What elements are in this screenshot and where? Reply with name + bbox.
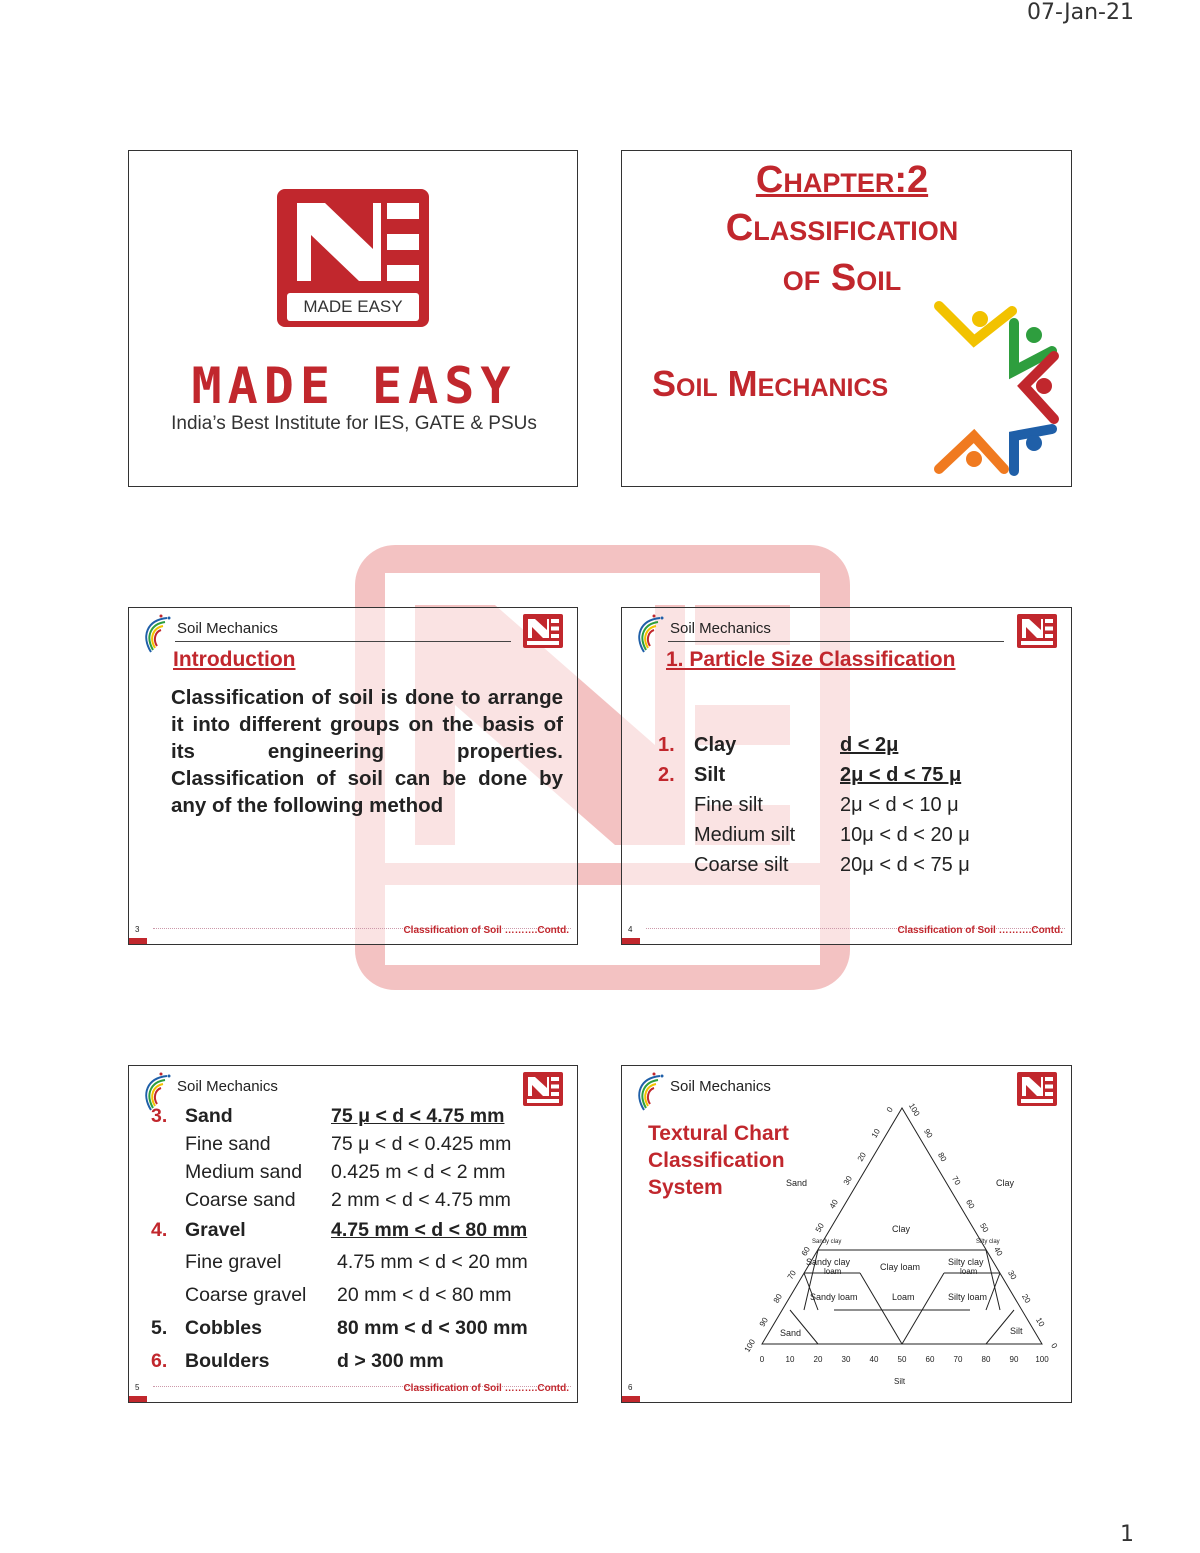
right-tick-label: 30 <box>1006 1268 1019 1282</box>
corner-label-clay: Clay <box>996 1178 1015 1188</box>
region-clay-loam: Clay loam <box>880 1262 921 1272</box>
bottom-tick-label: 0 <box>759 1355 765 1364</box>
region-sand: Sand <box>780 1328 802 1338</box>
row-number <box>658 850 694 880</box>
footer-accent-bar <box>622 938 640 944</box>
bottom-tick-label: 40 <box>869 1355 879 1364</box>
right-tick-label: 50 <box>978 1221 991 1234</box>
right-tick-label: 0 <box>1049 1341 1060 1350</box>
slide-4-particle-size <box>621 607 1072 945</box>
table-row <box>658 790 970 820</box>
bottom-tick-label: 50 <box>897 1355 907 1364</box>
title-line: System <box>648 1176 723 1199</box>
chapter-title-line1: Classification <box>725 207 959 249</box>
table-row <box>658 730 970 760</box>
made-easy-small-logo-icon <box>1017 614 1057 648</box>
slide-1-title <box>128 150 578 487</box>
left-tick-label: 70 <box>785 1268 798 1282</box>
region-silty-clay-loam: Silty clay <box>948 1257 984 1267</box>
soil-type: Coarse silt <box>694 853 789 876</box>
region-sandy-clay: Sandy clay <box>812 1239 842 1245</box>
bottom-tick-label: 100 <box>1035 1355 1049 1364</box>
soil-type: Medium sand <box>185 1160 303 1183</box>
size-range: 75 μ < d < 0.425 mm <box>331 1132 512 1155</box>
table-row <box>151 1279 528 1312</box>
size-range: 2 mm < d < 4.75 mm <box>331 1188 511 1211</box>
intro-paragraph: Classification of soil is done to arrange it into different groups on the basis of its engineering properties. Classification of soil can be done by any of the following method <box>171 686 563 817</box>
swirl-icon <box>137 612 173 656</box>
table-row <box>151 1186 528 1214</box>
footer-accent-bar <box>129 1396 147 1402</box>
brand-wordmark: MADE EASY <box>191 357 517 415</box>
size-range: 4.75 mm < d < 80 mm <box>331 1218 528 1241</box>
left-tick-label: 20 <box>855 1150 868 1164</box>
made-easy-small-logo-icon <box>523 1072 563 1106</box>
right-tick-label: 20 <box>1020 1292 1033 1305</box>
chapter-title-line2: of Soil <box>782 257 902 299</box>
right-tick-label: 100 <box>906 1101 922 1118</box>
bottom-tick-label: 30 <box>841 1355 851 1364</box>
table-row <box>658 850 970 880</box>
bottom-tick-label: 60 <box>925 1355 935 1364</box>
slide-number: 3 <box>135 925 140 934</box>
slide-heading: Introduction <box>173 648 296 671</box>
row-number <box>151 1279 185 1312</box>
left-tick-label: 90 <box>757 1316 770 1329</box>
left-tick-label: 10 <box>869 1127 882 1140</box>
slide-3-introduction <box>128 607 578 945</box>
table-row <box>151 1312 528 1345</box>
table-row <box>658 820 970 850</box>
size-range: 75 μ < d < 4.75 mm <box>331 1104 505 1127</box>
brand-tagline: India’s Best Institute for IES, GATE & PSUs <box>171 413 537 434</box>
region-silty-clay: Silty clay <box>976 1239 1000 1245</box>
table-row <box>151 1345 528 1378</box>
left-tick-label: 50 <box>813 1221 826 1234</box>
right-tick-label: 80 <box>936 1150 949 1164</box>
bottom-tick-label: 90 <box>1009 1355 1019 1364</box>
soil-type: Silt <box>694 763 726 786</box>
slide-number: 5 <box>135 1383 140 1392</box>
region-silty-loam: Silty loam <box>948 1292 988 1302</box>
axis-label-silt: Silt <box>894 1377 906 1386</box>
size-range: 2μ < d < 75 μ <box>840 763 962 786</box>
size-range: 80 mm < d < 300 mm <box>337 1317 528 1339</box>
size-range: 20 mm < d < 80 mm <box>337 1284 512 1306</box>
slide-header-title: Soil Mechanics <box>177 620 278 637</box>
size-range: d < 2μ <box>840 733 899 756</box>
soil-texture-triangle <box>734 1100 1064 1400</box>
row-number: 4. <box>151 1218 168 1241</box>
soil-type: Cobbles <box>185 1317 262 1339</box>
slide-number: 6 <box>628 1383 633 1392</box>
region-sandy-clay-loam: Sandy clay <box>806 1257 851 1267</box>
right-tick-label: 40 <box>992 1245 1005 1258</box>
slide-header-title: Soil Mechanics <box>670 1078 771 1095</box>
soil-type: Coarse gravel <box>185 1284 307 1306</box>
left-tick-label: 80 <box>771 1292 784 1305</box>
right-tick-label: 70 <box>950 1174 963 1187</box>
row-number <box>151 1130 185 1158</box>
size-range: 4.75 mm < d < 20 mm <box>337 1251 528 1273</box>
soil-type: Fine sand <box>185 1132 271 1155</box>
soil-type: Sand <box>185 1104 233 1127</box>
slide-footer-text: Classification of Soil ……….Contd. <box>403 925 569 936</box>
slide-5-sand-gravel <box>128 1065 578 1403</box>
made-easy-small-logo-icon <box>523 614 563 648</box>
size-range: 2μ < d < 10 μ <box>840 793 959 816</box>
region-silt: Silt <box>1010 1326 1023 1336</box>
left-tick-label: 100 <box>742 1337 758 1354</box>
footer-accent-bar <box>129 938 147 944</box>
header-divider <box>668 641 1004 642</box>
table-row <box>151 1130 528 1158</box>
slide-heading: 1. Particle Size Classification <box>666 648 956 671</box>
right-tick-label: 60 <box>964 1198 977 1211</box>
bottom-tick-label: 80 <box>981 1355 991 1364</box>
slide-header-title: Soil Mechanics <box>670 620 771 637</box>
table-row <box>151 1214 528 1246</box>
left-tick-label: 30 <box>841 1174 854 1187</box>
slide-footer-text: Classification of Soil ……….Contd. <box>403 1383 569 1394</box>
particle-size-table <box>658 730 970 880</box>
size-range: 0.425 m < d < 2 mm <box>331 1160 506 1183</box>
people-circle-icon <box>934 301 1059 476</box>
bottom-tick-label: 10 <box>785 1355 795 1364</box>
sand-gravel-table <box>151 1102 528 1378</box>
row-number <box>658 820 694 850</box>
corner-label-sand: Sand <box>786 1178 808 1188</box>
right-tick-label: 90 <box>922 1127 935 1140</box>
slide-header-title: Soil Mechanics <box>177 1078 278 1095</box>
table-row <box>151 1246 528 1279</box>
size-range: 20μ < d < 75 μ <box>840 853 970 876</box>
slide-2-chapter <box>621 150 1072 487</box>
slide-number: 4 <box>628 925 633 934</box>
soil-type: Boulders <box>185 1350 270 1372</box>
region-silty-clay-loam: loam <box>960 1267 978 1276</box>
region-sandy-clay-loam: loam <box>824 1267 842 1276</box>
slide-footer-text: Classification of Soil ……….Contd. <box>897 925 1063 936</box>
soil-type: Gravel <box>185 1218 246 1241</box>
chapter-number: Chapter:2 <box>755 159 929 201</box>
table-row <box>658 760 970 790</box>
table-row <box>151 1158 528 1186</box>
bottom-tick-label: 20 <box>813 1355 823 1364</box>
swirl-icon <box>630 1070 666 1114</box>
title-line: Textural Chart <box>648 1122 789 1145</box>
region-loam: Loam <box>892 1292 915 1302</box>
soil-type: Fine gravel <box>185 1251 282 1273</box>
title-line: Classification <box>648 1149 785 1172</box>
left-tick-label: 60 <box>799 1245 812 1258</box>
slide-6-textural-chart <box>621 1065 1072 1403</box>
row-number: 3. <box>151 1104 168 1127</box>
row-number <box>151 1158 185 1186</box>
soil-type: Fine silt <box>694 793 763 816</box>
row-number: 1. <box>658 733 675 756</box>
footer-accent-bar <box>622 1396 640 1402</box>
row-number: 6. <box>151 1350 168 1372</box>
row-number <box>151 1186 185 1214</box>
page-number: 1 <box>1120 1522 1134 1547</box>
swirl-icon <box>630 612 666 656</box>
size-range: 10μ < d < 20 μ <box>840 823 970 846</box>
right-tick-label: 10 <box>1034 1316 1047 1329</box>
row-number: 5. <box>151 1317 168 1339</box>
row-number: 2. <box>658 763 675 786</box>
left-tick-label: 40 <box>827 1198 840 1211</box>
page-date: 07-Jan-21 <box>1026 0 1134 25</box>
soil-type: Clay <box>694 733 737 756</box>
header-divider <box>175 641 511 642</box>
size-range: d > 300 mm <box>337 1350 444 1372</box>
soil-type: Medium silt <box>694 823 796 846</box>
table-row <box>151 1102 528 1130</box>
logo-caption: MADE EASY <box>303 297 403 316</box>
row-number <box>658 790 694 820</box>
region-clay: Clay <box>892 1224 911 1234</box>
row-number <box>151 1246 185 1279</box>
bottom-tick-label: 70 <box>953 1355 963 1364</box>
region-sandy-loam: Sandy loam <box>810 1292 858 1302</box>
left-tick-label: 0 <box>884 1105 895 1114</box>
soil-type: Coarse sand <box>185 1188 296 1211</box>
subject-title: Soil Mechanics <box>652 363 889 404</box>
